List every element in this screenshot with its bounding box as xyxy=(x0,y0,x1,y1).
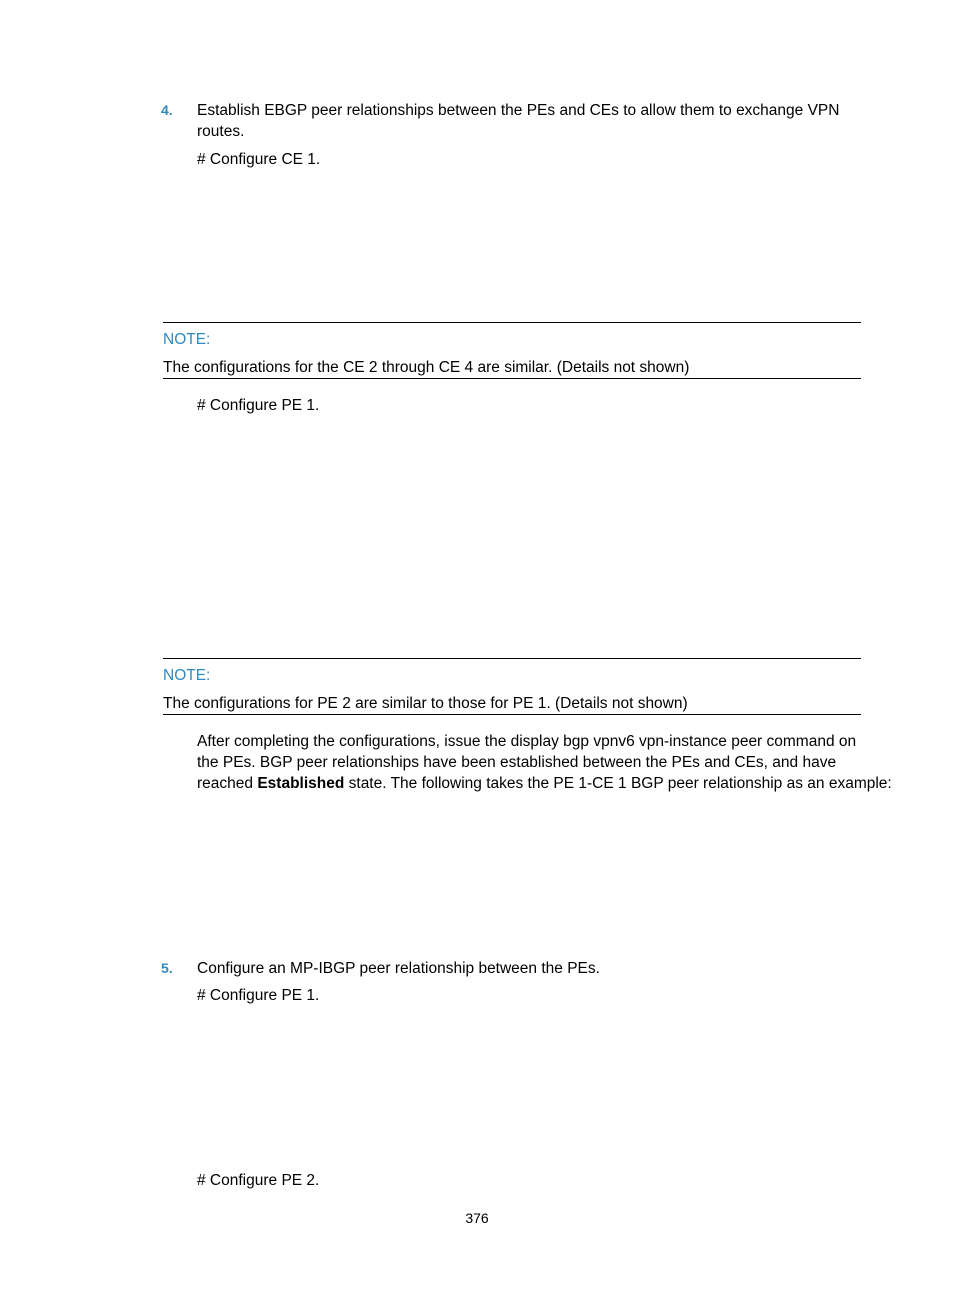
note-2-label: NOTE: xyxy=(163,667,211,684)
note-2-text: The configurations for PE 2 are similar to those for PE 1. (Details not shown) xyxy=(163,695,688,712)
configure-pe1-step5-heading: # Configure PE 1. xyxy=(197,987,320,1004)
configure-pe2-heading: # Configure PE 2. xyxy=(197,1172,320,1189)
page-number: 376 xyxy=(465,1210,489,1226)
after-paragraph-line3 xyxy=(197,773,892,794)
note-2-bottom-rule xyxy=(163,714,861,715)
note-1-bottom-rule xyxy=(163,378,861,379)
after-paragraph-line2: the PEs. BGP peer relationships have been established between the PEs and CEs, and have xyxy=(197,754,837,771)
after-paragraph-line3-pre: reached xyxy=(197,775,258,792)
note-1-top-rule xyxy=(163,322,861,323)
step-5-text: Configure an MP-IBGP peer relationship between the PEs. xyxy=(197,960,600,977)
after-paragraph-line1: After completing the configurations, issue the display bgp vpnv6 vpn-instance peer command on xyxy=(197,733,857,750)
step-4-text-line1: Establish EBGP peer relationships between the PEs and CEs to allow them to exchange VPN xyxy=(197,102,840,119)
note-2-top-rule xyxy=(163,658,861,659)
after-paragraph-line3-post: state. The following takes the PE 1-CE 1 BGP peer relationship as an example: xyxy=(344,775,892,792)
step-4-number: 4. xyxy=(161,102,173,118)
configure-ce1-heading: # Configure CE 1. xyxy=(197,151,321,168)
step-5-number: 5. xyxy=(161,960,173,976)
configure-pe1-heading: # Configure PE 1. xyxy=(197,397,320,414)
note-1-label: NOTE: xyxy=(163,331,211,348)
established-keyword: Established xyxy=(257,775,345,792)
note-1-text: The configurations for the CE 2 through CE 4 are similar. (Details not shown) xyxy=(163,359,690,376)
step-4-text-line2: routes. xyxy=(197,123,245,140)
